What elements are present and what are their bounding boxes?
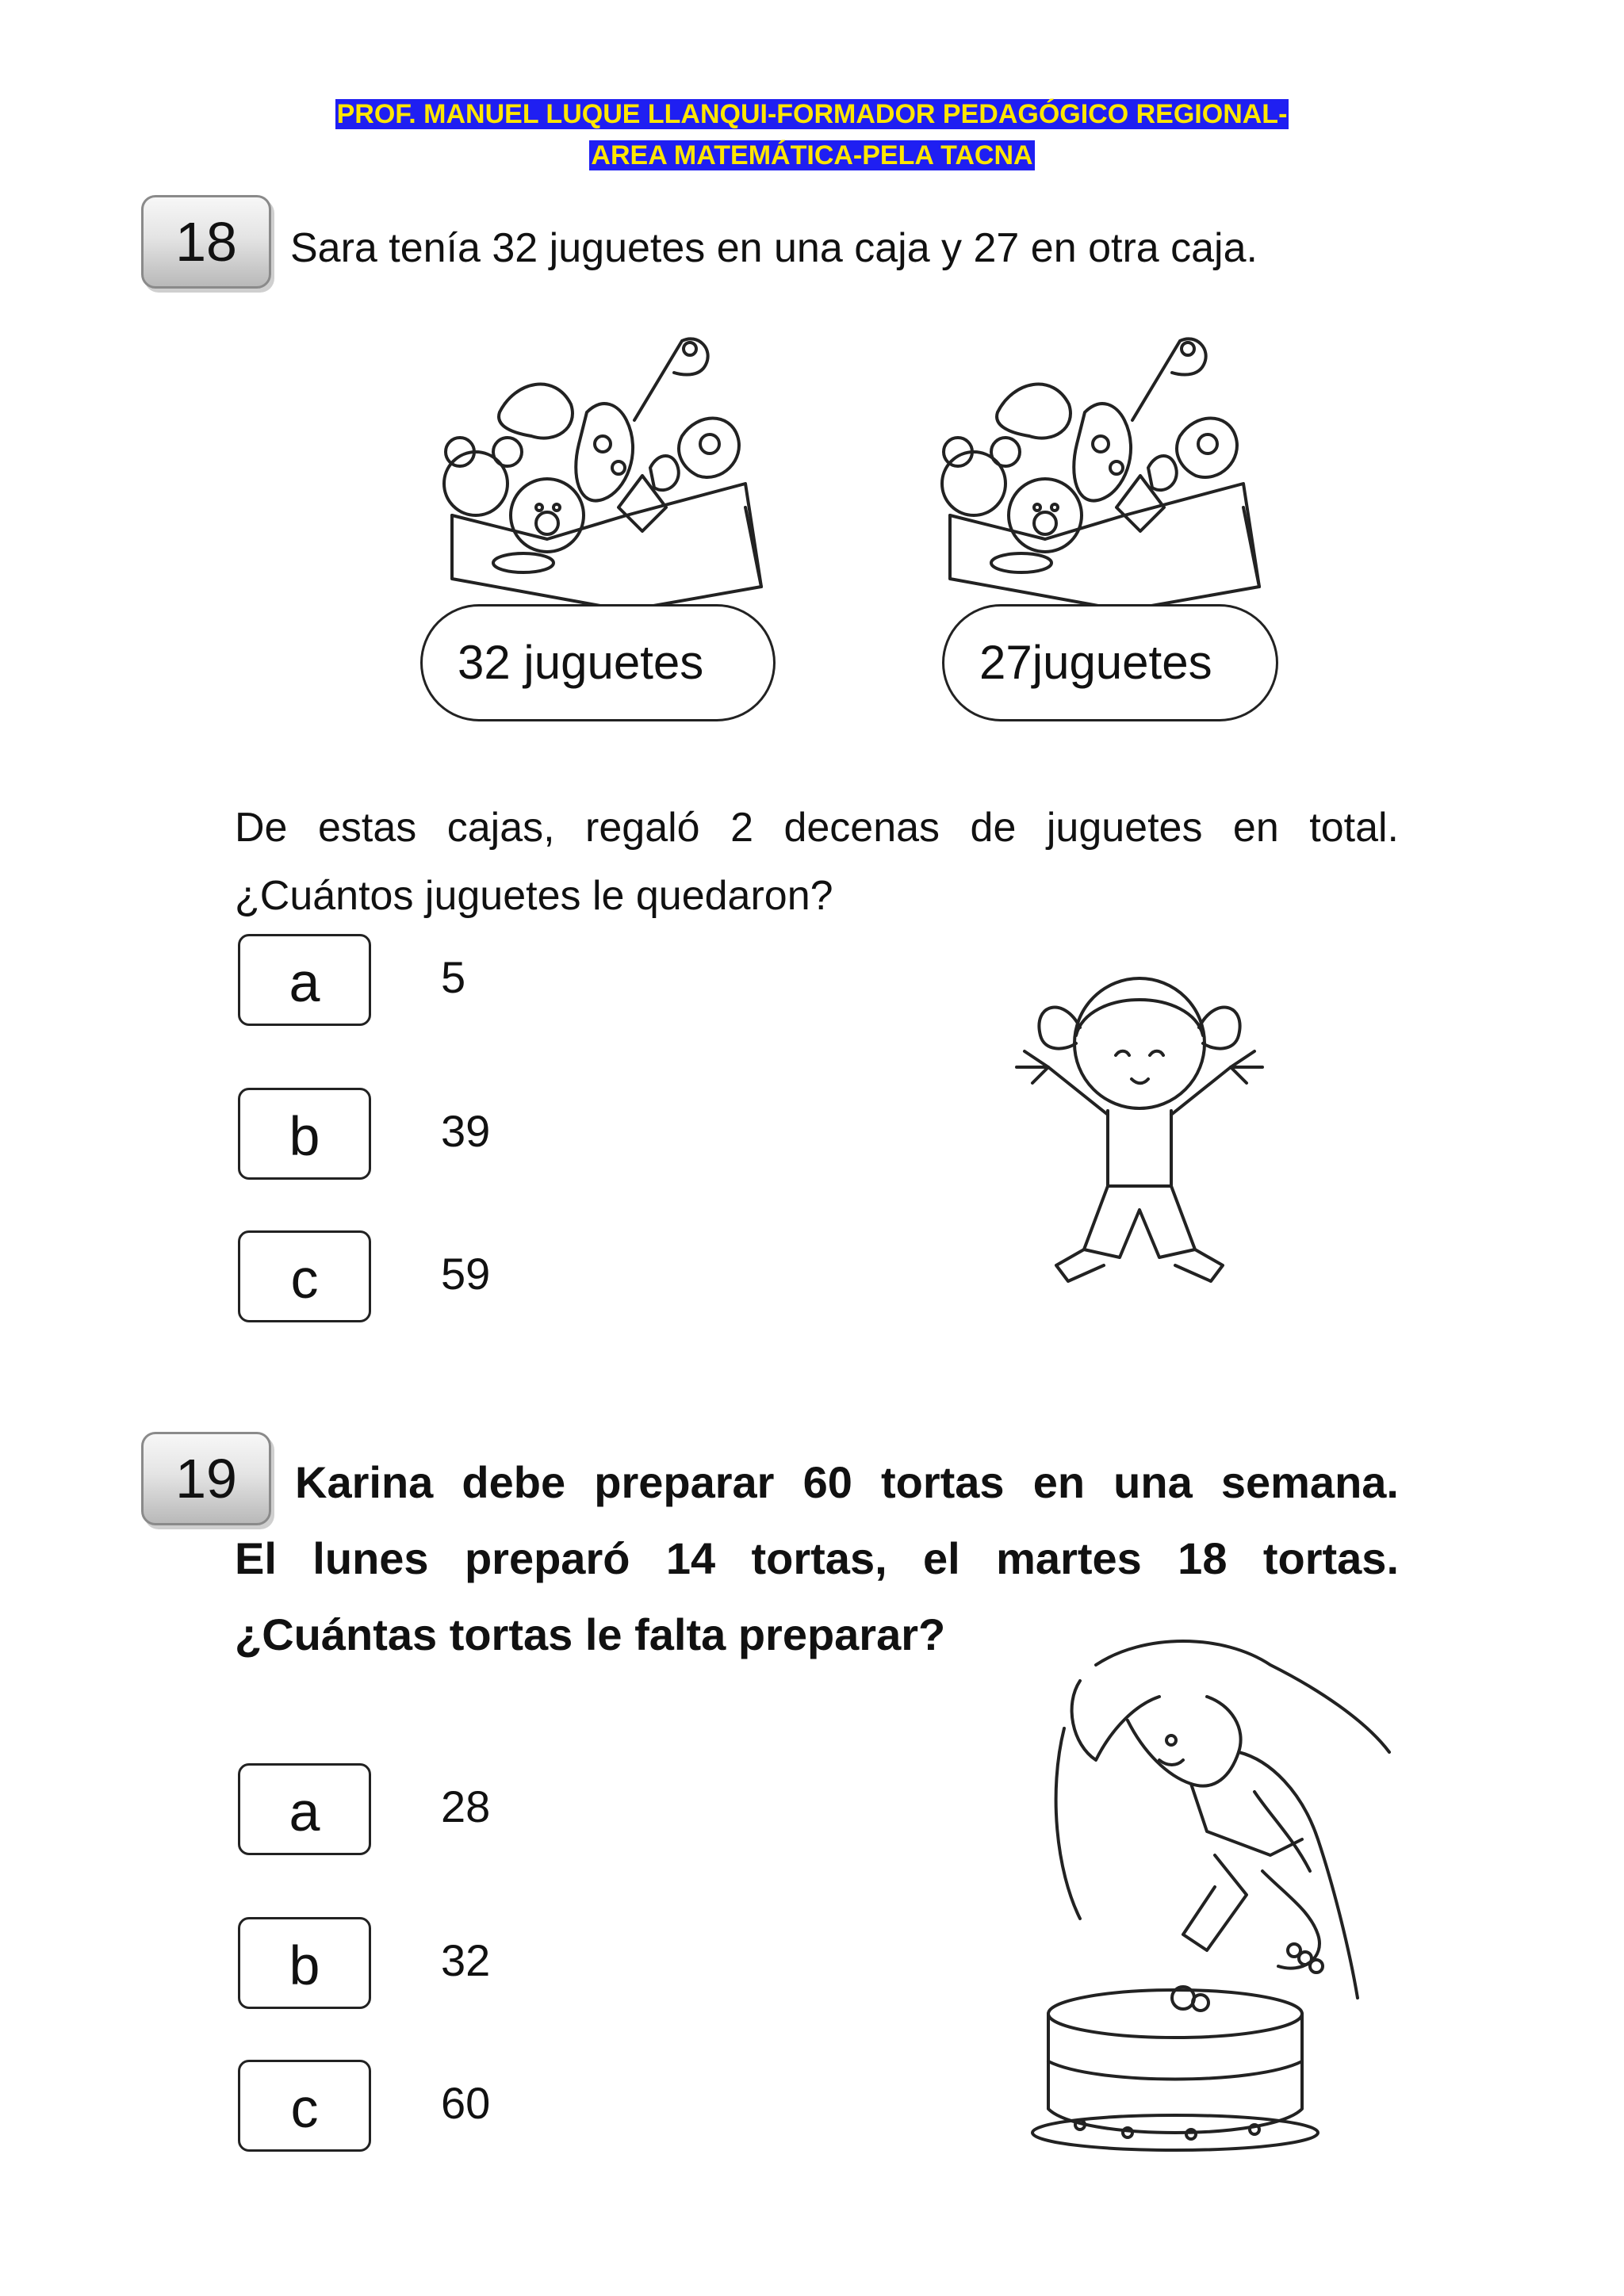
girl-illustration xyxy=(1001,948,1278,1305)
toy-box-illustration xyxy=(420,325,793,626)
option-a-box[interactable]: a xyxy=(238,934,371,1026)
option-c-value: 59 xyxy=(441,1249,491,1299)
woman-decorating-cake-illustration xyxy=(1032,1633,1397,2172)
option-c-box[interactable]: c xyxy=(238,2060,371,2152)
question-19-text-line-2: El lunes preparó 14 tortas, el martes 18 tortas. xyxy=(235,1533,1399,1583)
option-b-value: 39 xyxy=(441,1106,491,1156)
toy-count-label: 32 juguetes xyxy=(420,604,776,721)
question-19-text-line-1: Karina debe preparar 60 tortas en una semana. xyxy=(295,1457,1399,1507)
header-line-2: AREA MATEMÁTICA-PELA TACNA xyxy=(591,140,1033,170)
toy-count-label: 27juguetes xyxy=(942,604,1278,721)
question-18-statement: Sara tenía 32 juguetes en una caja y 27 en otra caja. xyxy=(290,225,1258,271)
option-c-box[interactable]: c xyxy=(238,1230,371,1322)
question-18-text-line-2: ¿Cuántos juguetes le quedaron? xyxy=(235,873,833,919)
option-b-box[interactable]: b xyxy=(238,1917,371,2009)
option-b-value: 32 xyxy=(441,1935,491,1985)
header-line-1: PROF. MANUEL LUQUE LLANQUI-FORMADOR PEDAGÓGICO REGIONAL- xyxy=(336,99,1288,129)
question-number-badge: 19 xyxy=(141,1432,271,1525)
question-18-text-line-1: De estas cajas, regaló 2 decenas de juguetes en total. xyxy=(235,805,1399,851)
option-a-value: 5 xyxy=(441,952,466,1002)
question-number-badge: 18 xyxy=(141,195,271,289)
option-a-box[interactable]: a xyxy=(238,1763,371,1855)
question-19-text-line-3: ¿Cuántas tortas le falta preparar? xyxy=(235,1609,946,1659)
option-b-box[interactable]: b xyxy=(238,1088,371,1180)
option-c-value: 60 xyxy=(441,2078,491,2128)
toy-box-illustration xyxy=(918,325,1291,626)
option-a-value: 28 xyxy=(441,1781,491,1831)
